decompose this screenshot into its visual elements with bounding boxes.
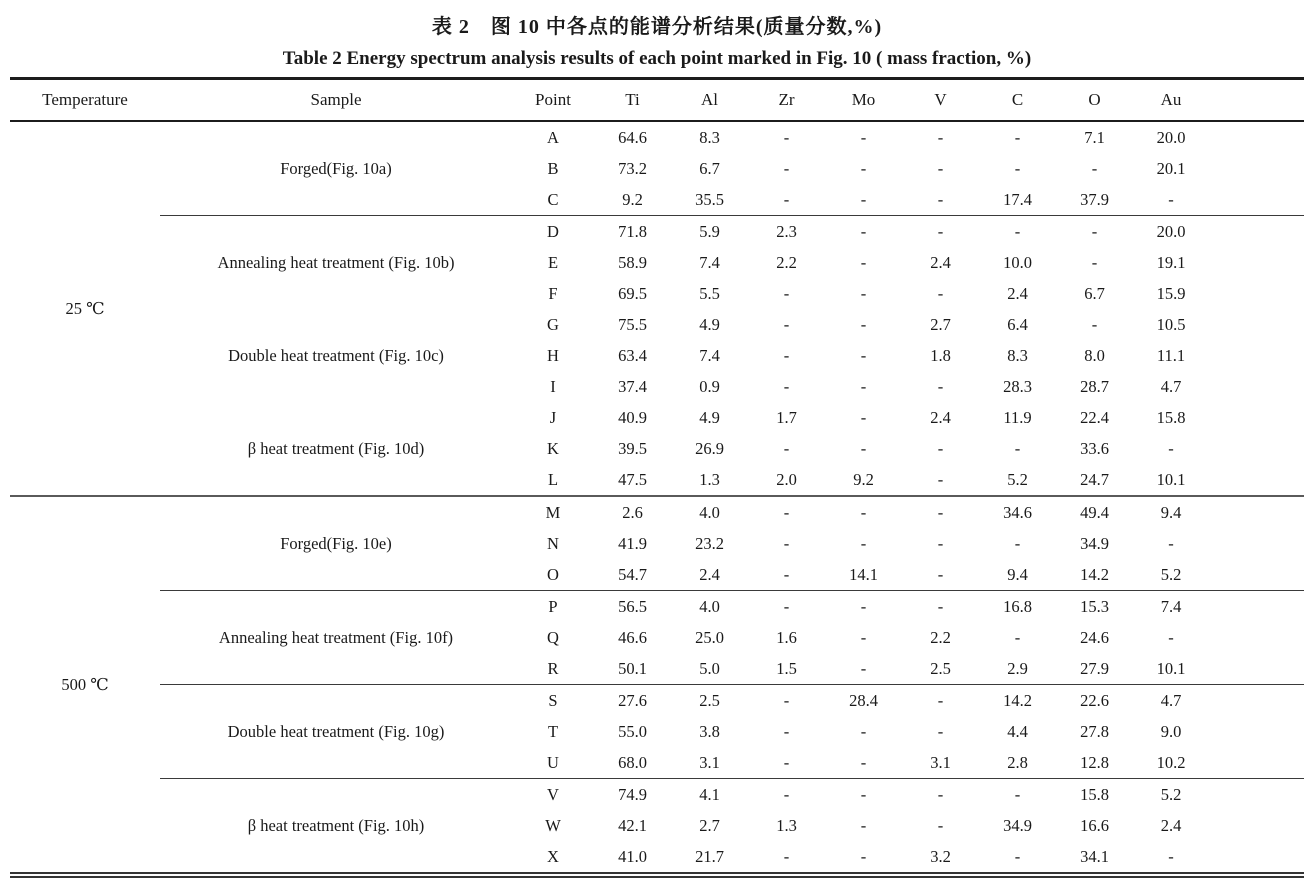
value-cell: 3.1 bbox=[671, 747, 748, 779]
value-cell: 28.4 bbox=[849, 690, 878, 710]
value-cell: 8.3 bbox=[699, 127, 720, 147]
value-cell: 64.6 bbox=[618, 127, 647, 147]
value-cell: - bbox=[860, 407, 867, 427]
value-cell: - bbox=[1014, 438, 1021, 458]
table-title-chinese: 表 2 图 10 中各点的能谱分析结果(质量分数,%) bbox=[431, 16, 883, 38]
value-cell: 3.8 bbox=[699, 721, 720, 741]
sample-cell bbox=[160, 685, 512, 717]
value-cell: - bbox=[902, 559, 979, 591]
value-cell: - bbox=[1168, 627, 1174, 647]
value-cell: 4.7 bbox=[1160, 376, 1182, 396]
value-cell: - bbox=[1091, 314, 1098, 334]
value-cell: - bbox=[783, 345, 790, 365]
value-cell: - bbox=[1014, 158, 1021, 178]
value-cell: - bbox=[783, 502, 790, 522]
point-cell: I bbox=[550, 376, 556, 396]
value-cell: 58.9 bbox=[618, 252, 647, 272]
column-header-al: Al bbox=[701, 90, 718, 109]
value-cell: - bbox=[1091, 221, 1098, 241]
sample-cell bbox=[160, 278, 512, 309]
sample-cell bbox=[160, 184, 512, 216]
value-cell: - bbox=[1091, 158, 1098, 178]
value-cell: 4.9 bbox=[699, 314, 720, 334]
value-cell: - bbox=[860, 533, 867, 553]
value-cell: - bbox=[860, 721, 867, 741]
point-cell: G bbox=[547, 314, 559, 334]
value-cell: 14.2 bbox=[1003, 690, 1032, 710]
value-cell: 4.4 bbox=[1007, 721, 1028, 741]
column-header-mo: Mo bbox=[851, 90, 876, 109]
value-cell: 2.7 bbox=[930, 314, 951, 334]
point-cell: F bbox=[548, 283, 558, 303]
value-cell: 2.4 bbox=[671, 559, 748, 591]
sample-cell bbox=[160, 559, 512, 591]
value-cell: 37.9 bbox=[1056, 184, 1133, 216]
table-bottom-rule bbox=[10, 872, 1304, 878]
value-cell: 2.5 bbox=[902, 653, 979, 685]
value-cell: - bbox=[937, 815, 944, 835]
value-cell: 47.5 bbox=[594, 464, 671, 496]
value-cell: 15.3 bbox=[1080, 596, 1109, 616]
value-cell: 71.8 bbox=[618, 221, 647, 241]
value-cell: - bbox=[902, 464, 979, 496]
value-cell: 4.7 bbox=[1160, 690, 1182, 710]
point-cell: N bbox=[547, 533, 559, 553]
column-header-v: V bbox=[934, 90, 947, 109]
value-cell: 5.9 bbox=[699, 221, 720, 241]
temperature-cell: 500 ℃ bbox=[61, 674, 109, 694]
value-cell: - bbox=[783, 596, 790, 616]
value-cell: 14.1 bbox=[825, 559, 902, 591]
table-row bbox=[10, 716, 1304, 747]
point-cell: A bbox=[547, 127, 559, 147]
value-cell: 1.5 bbox=[748, 653, 825, 685]
value-cell: 8.0 bbox=[1084, 345, 1105, 365]
value-cell: 7.1 bbox=[1084, 127, 1105, 147]
value-cell: 8.3 bbox=[1007, 345, 1028, 365]
value-cell: - bbox=[1014, 627, 1021, 647]
sample-cell bbox=[160, 747, 512, 779]
table-row bbox=[10, 278, 1304, 309]
table-row bbox=[10, 402, 1304, 433]
value-cell: - bbox=[860, 252, 867, 272]
value-cell: 42.1 bbox=[618, 815, 647, 835]
column-header-temperature: Temperature bbox=[42, 90, 128, 109]
table-title-english: Table 2 Energy spectrum analysis results of each point marked in Fig. 10 ( mass fraction, %) bbox=[282, 48, 1032, 69]
value-cell: - bbox=[783, 721, 790, 741]
value-cell: - bbox=[783, 533, 790, 553]
value-cell: - bbox=[902, 184, 979, 216]
value-cell: 7.4 bbox=[699, 345, 720, 365]
table-header bbox=[10, 79, 1304, 122]
value-cell: 37.4 bbox=[618, 376, 647, 396]
table-row bbox=[10, 121, 1304, 153]
table-row bbox=[10, 622, 1304, 653]
value-cell: 10.5 bbox=[1156, 314, 1186, 334]
point-cell: D bbox=[547, 221, 559, 241]
value-cell: - bbox=[1014, 221, 1021, 241]
column-header-au: Au bbox=[1160, 90, 1182, 109]
value-cell: 7.4 bbox=[1160, 596, 1182, 616]
sample-cell: Forged(Fig. 10a) bbox=[280, 158, 392, 178]
sample-cell bbox=[160, 841, 512, 872]
value-cell: - bbox=[860, 596, 867, 616]
value-cell: 2.7 bbox=[699, 815, 720, 835]
value-cell: 14.2 bbox=[1056, 559, 1133, 591]
value-cell: 11.1 bbox=[1156, 345, 1186, 365]
value-cell: - bbox=[860, 502, 867, 522]
value-cell: - bbox=[748, 184, 825, 216]
value-cell: - bbox=[783, 376, 790, 396]
value-cell: 41.9 bbox=[618, 533, 647, 553]
value-cell: 26.9 bbox=[695, 438, 724, 458]
value-cell: - bbox=[937, 376, 944, 396]
value-cell: 5.2 bbox=[979, 464, 1056, 496]
value-cell: 20.0 bbox=[1156, 127, 1186, 147]
sample-cell bbox=[160, 309, 512, 340]
value-cell: - bbox=[748, 747, 825, 779]
point-cell: C bbox=[512, 184, 594, 216]
value-cell: 68.0 bbox=[594, 747, 671, 779]
value-cell: 7.4 bbox=[699, 252, 720, 272]
sample-cell bbox=[160, 371, 512, 402]
table-body bbox=[10, 121, 1304, 872]
value-cell: 33.6 bbox=[1080, 438, 1109, 458]
value-cell: 2.2 bbox=[776, 252, 797, 272]
value-cell: - bbox=[783, 690, 790, 710]
point-cell: X bbox=[547, 846, 559, 866]
value-cell: - bbox=[1014, 127, 1021, 147]
value-cell: 1.3 bbox=[671, 464, 748, 496]
value-cell: - bbox=[783, 438, 790, 458]
value-cell: - bbox=[825, 653, 902, 685]
value-cell: - bbox=[783, 314, 790, 334]
temperature-cell: 25 ℃ bbox=[10, 121, 160, 496]
value-cell: 2.3 bbox=[776, 221, 797, 241]
value-cell: - bbox=[1014, 533, 1021, 553]
value-cell: 35.5 bbox=[671, 184, 748, 216]
sample-cell: Double heat treatment (Fig. 10c) bbox=[228, 345, 444, 365]
value-cell: 41.0 bbox=[618, 846, 647, 866]
table-row bbox=[10, 841, 1304, 872]
value-cell: 54.7 bbox=[594, 559, 671, 591]
value-cell: 63.4 bbox=[618, 345, 647, 365]
value-cell: - bbox=[860, 784, 867, 804]
sample-cell bbox=[160, 402, 512, 433]
point-cell: V bbox=[547, 784, 559, 804]
value-cell: 69.5 bbox=[618, 283, 647, 303]
value-cell: 17.4 bbox=[979, 184, 1056, 216]
value-cell: 5.0 bbox=[671, 653, 748, 685]
point-cell: P bbox=[548, 596, 558, 616]
value-cell: 24.7 bbox=[1056, 464, 1133, 496]
value-cell: 27.8 bbox=[1080, 721, 1109, 741]
value-cell: - bbox=[783, 158, 790, 178]
value-cell: - bbox=[860, 627, 867, 647]
value-cell: 28.3 bbox=[1003, 376, 1032, 396]
value-cell: 2.5 bbox=[699, 690, 720, 710]
value-cell: 46.6 bbox=[618, 627, 647, 647]
value-cell: - bbox=[860, 815, 867, 835]
value-cell: - bbox=[937, 221, 944, 241]
value-cell: - bbox=[860, 846, 867, 866]
point-cell: E bbox=[547, 252, 559, 272]
value-cell: 21.7 bbox=[695, 846, 724, 866]
value-cell: - bbox=[937, 127, 944, 147]
point-cell: T bbox=[547, 721, 559, 741]
table-row bbox=[10, 685, 1304, 717]
value-cell: 56.5 bbox=[618, 596, 647, 616]
value-cell: 2.4 bbox=[1160, 815, 1182, 835]
value-cell: 11.9 bbox=[1003, 407, 1032, 427]
value-cell: 22.6 bbox=[1080, 690, 1109, 710]
value-cell: - bbox=[860, 438, 867, 458]
sample-cell: Forged(Fig. 10e) bbox=[280, 533, 392, 553]
table-row bbox=[10, 653, 1304, 685]
value-cell: 15.8 bbox=[1156, 407, 1186, 427]
sample-cell bbox=[160, 464, 512, 496]
sample-cell bbox=[160, 779, 512, 811]
value-cell: - bbox=[860, 314, 867, 334]
value-cell: 1.3 bbox=[776, 815, 797, 835]
value-cell: 5.2 bbox=[1160, 784, 1182, 804]
value-cell: 2.2 bbox=[930, 627, 951, 647]
value-cell: 9.2 bbox=[825, 464, 902, 496]
value-cell: - bbox=[1168, 846, 1174, 866]
table-row bbox=[10, 559, 1304, 591]
value-cell: 27.9 bbox=[1056, 653, 1133, 685]
value-cell: 34.6 bbox=[1003, 502, 1032, 522]
table-row bbox=[10, 247, 1304, 278]
value-cell: 22.4 bbox=[1080, 407, 1109, 427]
value-cell: - bbox=[937, 158, 944, 178]
value-cell: - bbox=[860, 221, 867, 241]
value-cell: 6.7 bbox=[1084, 283, 1105, 303]
value-cell: - bbox=[860, 283, 867, 303]
value-cell: - bbox=[937, 721, 944, 741]
value-cell: 6.7 bbox=[699, 158, 720, 178]
value-cell: 9.2 bbox=[594, 184, 671, 216]
value-cell: 4.1 bbox=[699, 784, 720, 804]
column-header-ti: Ti bbox=[625, 90, 640, 109]
sample-cell bbox=[160, 121, 512, 153]
column-header-sample: Sample bbox=[310, 90, 362, 109]
sample-cell bbox=[160, 496, 512, 528]
sample-cell bbox=[160, 216, 512, 248]
value-cell: - bbox=[937, 533, 944, 553]
table-row bbox=[10, 433, 1304, 464]
value-cell: - bbox=[937, 690, 944, 710]
sample-cell: Double heat treatment (Fig. 10g) bbox=[227, 721, 445, 741]
value-cell: 34.9 bbox=[1003, 815, 1032, 835]
sample-cell bbox=[160, 591, 512, 623]
value-cell: 1.7 bbox=[776, 407, 797, 427]
value-cell: 25.0 bbox=[695, 627, 724, 647]
value-cell: 19.1 bbox=[1156, 252, 1186, 272]
table-row bbox=[10, 528, 1304, 559]
value-cell: 50.1 bbox=[594, 653, 671, 685]
value-cell: - bbox=[1014, 784, 1021, 804]
column-header-point: Point bbox=[535, 90, 571, 109]
value-cell: 4.0 bbox=[699, 596, 720, 616]
value-cell: 34.9 bbox=[1080, 533, 1109, 553]
table-row bbox=[10, 747, 1304, 779]
value-cell: 2.6 bbox=[622, 502, 643, 522]
value-cell: 55.0 bbox=[618, 721, 647, 741]
value-cell: - bbox=[825, 747, 902, 779]
value-cell: 4.9 bbox=[699, 407, 720, 427]
point-cell: L bbox=[512, 464, 594, 496]
value-cell: 2.8 bbox=[979, 747, 1056, 779]
value-cell: - bbox=[860, 376, 867, 396]
value-cell: 2.0 bbox=[748, 464, 825, 496]
value-cell: 9.4 bbox=[979, 559, 1056, 591]
value-cell: - bbox=[825, 184, 902, 216]
sample-cell bbox=[160, 653, 512, 685]
value-cell: 5.2 bbox=[1133, 559, 1304, 591]
point-cell: R bbox=[512, 653, 594, 685]
value-cell: 1.6 bbox=[776, 627, 797, 647]
value-cell: - bbox=[783, 283, 790, 303]
value-cell: 1.8 bbox=[930, 345, 951, 365]
value-cell: 16.8 bbox=[1003, 596, 1032, 616]
value-cell: 9.4 bbox=[1160, 502, 1182, 522]
value-cell: 10.1 bbox=[1133, 464, 1304, 496]
value-cell: - bbox=[937, 502, 944, 522]
value-cell: 40.9 bbox=[618, 407, 647, 427]
table-row bbox=[10, 496, 1304, 528]
table-row bbox=[10, 184, 1304, 216]
value-cell: - bbox=[1133, 184, 1304, 216]
value-cell: 4.0 bbox=[699, 502, 720, 522]
table-row bbox=[10, 779, 1304, 811]
value-cell: - bbox=[783, 846, 790, 866]
value-cell: 10.1 bbox=[1133, 653, 1304, 685]
value-cell: - bbox=[1168, 438, 1174, 458]
point-cell: M bbox=[545, 502, 561, 522]
column-header-o: O bbox=[1088, 90, 1101, 109]
column-header-zr: Zr bbox=[778, 90, 795, 109]
table-row bbox=[10, 216, 1304, 248]
value-cell: 5.5 bbox=[699, 283, 720, 303]
point-cell: O bbox=[512, 559, 594, 591]
header-row bbox=[10, 79, 1304, 122]
value-cell: 15.9 bbox=[1156, 283, 1186, 303]
table-row bbox=[10, 810, 1304, 841]
value-cell: 27.6 bbox=[618, 690, 647, 710]
table-row bbox=[10, 153, 1304, 184]
point-cell: J bbox=[549, 407, 557, 427]
point-cell: S bbox=[548, 690, 558, 710]
value-cell: - bbox=[860, 127, 867, 147]
table-row bbox=[10, 591, 1304, 623]
point-cell: W bbox=[545, 815, 561, 835]
value-cell: 34.1 bbox=[1080, 846, 1109, 866]
table-row bbox=[10, 371, 1304, 402]
value-cell: - bbox=[783, 127, 790, 147]
point-cell: U bbox=[512, 747, 594, 779]
value-cell: 2.4 bbox=[1007, 283, 1028, 303]
value-cell: - bbox=[937, 438, 944, 458]
table-row bbox=[10, 464, 1304, 496]
value-cell: 12.8 bbox=[1056, 747, 1133, 779]
value-cell: - bbox=[860, 345, 867, 365]
value-cell: 49.4 bbox=[1080, 502, 1109, 522]
value-cell: 2.4 bbox=[930, 407, 951, 427]
energy-spectrum-table bbox=[10, 77, 1304, 872]
value-cell: 39.5 bbox=[618, 438, 647, 458]
value-cell: 20.0 bbox=[1156, 221, 1186, 241]
value-cell: - bbox=[860, 158, 867, 178]
sample-cell: β heat treatment (Fig. 10d) bbox=[247, 438, 425, 458]
column-header-c: C bbox=[1011, 90, 1024, 109]
value-cell: 28.7 bbox=[1080, 376, 1109, 396]
value-cell: - bbox=[1091, 252, 1098, 272]
point-cell: B bbox=[547, 158, 559, 178]
value-cell: 0.9 bbox=[699, 376, 720, 396]
sample-cell: β heat treatment (Fig. 10h) bbox=[247, 815, 425, 835]
point-cell: H bbox=[547, 345, 559, 365]
sample-cell: Annealing heat treatment (Fig. 10f) bbox=[218, 627, 454, 647]
value-cell: 73.2 bbox=[618, 158, 647, 178]
value-cell: 23.2 bbox=[695, 533, 724, 553]
value-cell: 15.8 bbox=[1080, 784, 1109, 804]
value-cell: 6.4 bbox=[1007, 314, 1028, 334]
value-cell: 2.4 bbox=[930, 252, 951, 272]
value-cell: 10.0 bbox=[1003, 252, 1032, 272]
value-cell: 9.0 bbox=[1160, 721, 1182, 741]
value-cell: - bbox=[1168, 533, 1174, 553]
value-cell: 24.6 bbox=[1080, 627, 1109, 647]
value-cell: 74.9 bbox=[618, 784, 647, 804]
value-cell: 2.9 bbox=[979, 653, 1056, 685]
sample-cell: Annealing heat treatment (Fig. 10b) bbox=[217, 252, 455, 272]
point-cell: K bbox=[547, 438, 559, 458]
value-cell: - bbox=[783, 784, 790, 804]
point-cell: Q bbox=[547, 627, 559, 647]
value-cell: - bbox=[937, 596, 944, 616]
value-cell: 3.2 bbox=[930, 846, 951, 866]
value-cell: - bbox=[748, 559, 825, 591]
value-cell: - bbox=[1014, 846, 1021, 866]
value-cell: 20.1 bbox=[1156, 158, 1186, 178]
value-cell: - bbox=[937, 784, 944, 804]
value-cell: 3.1 bbox=[902, 747, 979, 779]
value-cell: 16.6 bbox=[1080, 815, 1109, 835]
table-row bbox=[10, 340, 1304, 371]
table-row bbox=[10, 309, 1304, 340]
value-cell: 10.2 bbox=[1133, 747, 1304, 779]
value-cell: 75.5 bbox=[618, 314, 647, 334]
value-cell: - bbox=[937, 283, 944, 303]
